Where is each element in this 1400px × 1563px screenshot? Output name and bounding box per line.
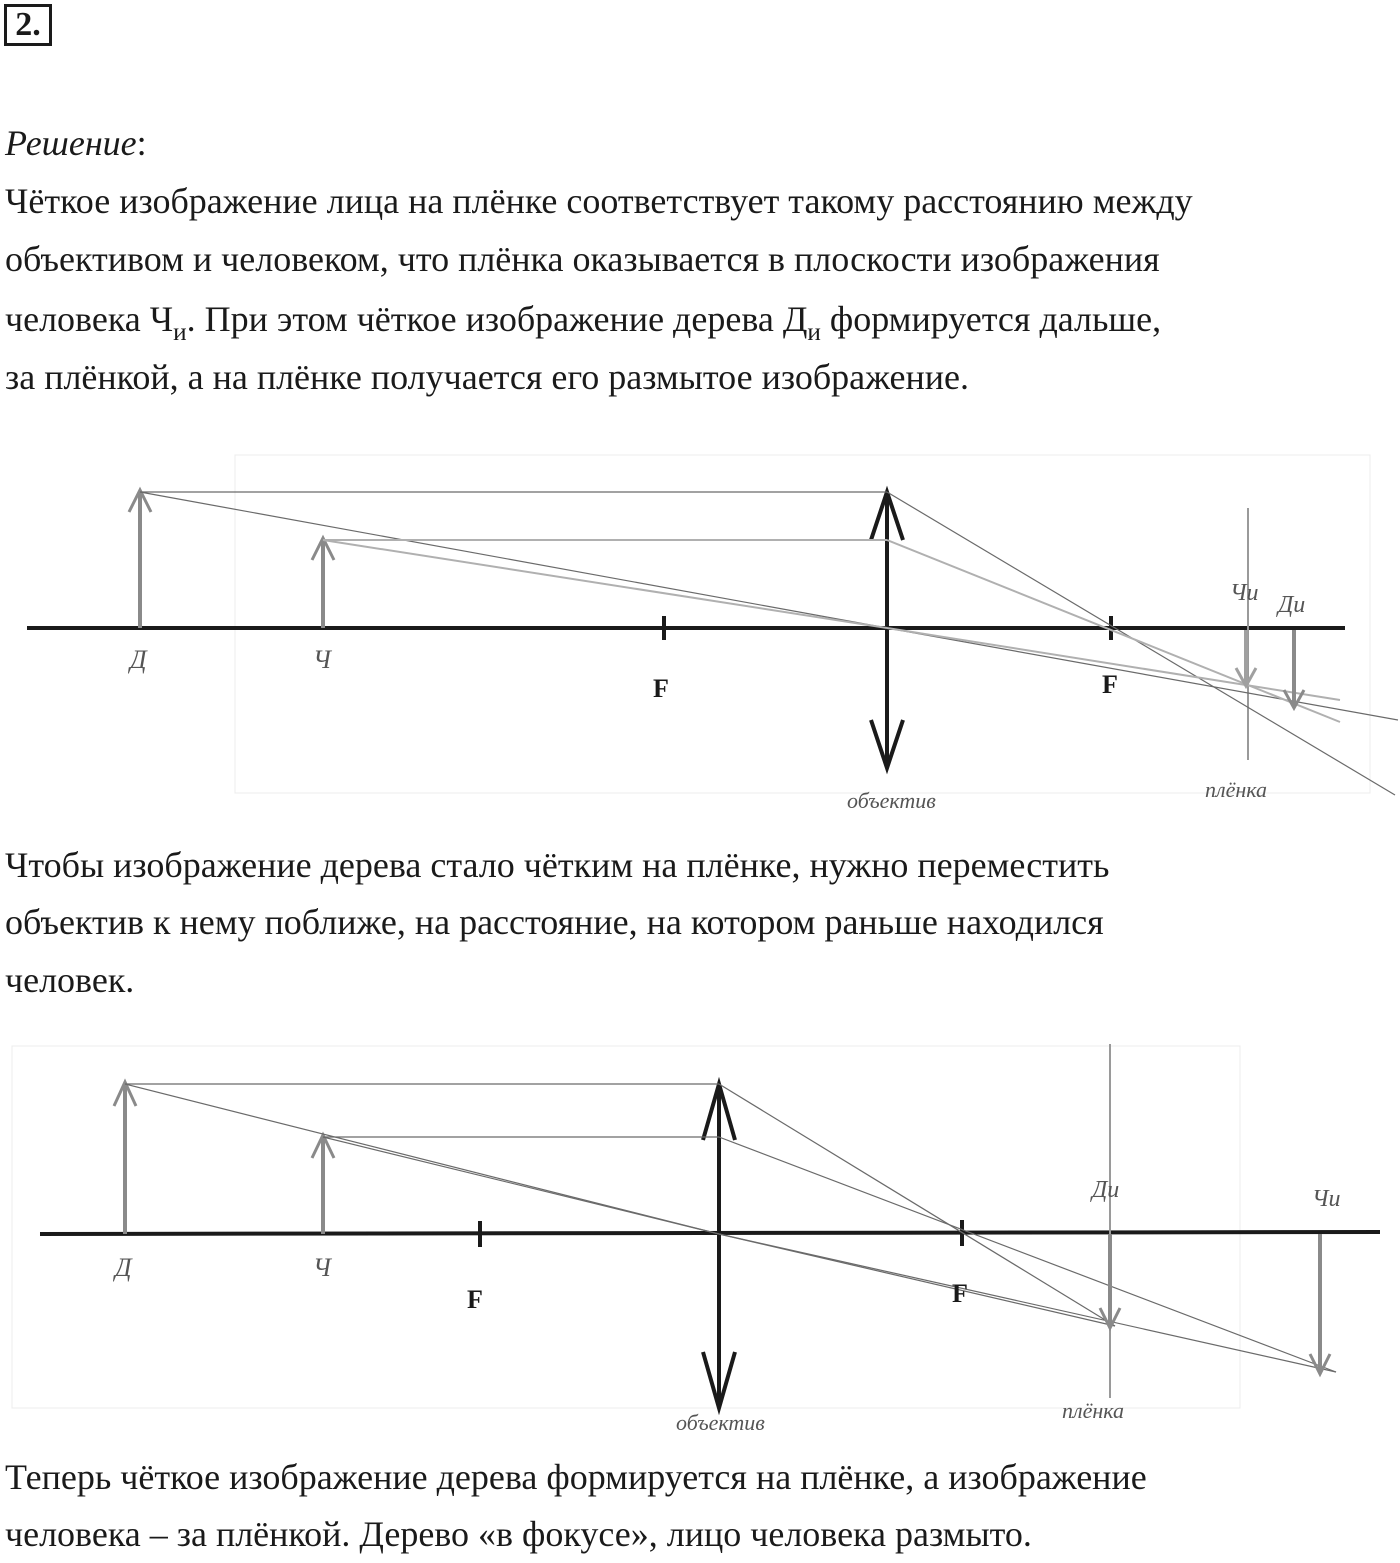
paragraph-2-line-1: Чтобы изображение дерева стало чётким на плёнке, нужно переместить	[5, 845, 1110, 885]
figure-2-lens	[703, 1084, 735, 1408]
paragraph-2-line-3: человек.	[5, 960, 135, 1000]
figure-1-focus-right-label: F	[1102, 670, 1118, 699]
paragraph-3-line-1: Теперь чёткое изображение дерева формируется на плёнке, а изображение	[5, 1457, 1147, 1497]
man-image-subscript: и	[173, 318, 187, 346]
paragraph-1-line-3	[5, 290, 1161, 348]
paragraph-1-line-3-a: человека Ч	[5, 299, 174, 339]
figure-1-tree-arrow	[129, 490, 151, 628]
figure-2-man-arrow	[312, 1135, 334, 1234]
figure-1-man-rays	[323, 540, 1340, 722]
figure-2-focus-right-label: F	[952, 1279, 968, 1308]
figure-1-man-arrow	[312, 538, 334, 628]
paragraph-1-line-2: объективом и человеком, что плёнка оказывается в плоскости изображения	[5, 239, 1160, 279]
figure-2-tree-image-label: Ди	[1092, 1177, 1120, 1203]
figure-2-lens-label: объектив	[676, 1410, 765, 1435]
figure-2-diagram	[0, 1040, 1400, 1440]
figure-1-man-label: Ч	[313, 645, 331, 674]
paragraph-1-line-3-c: формируется дальше,	[820, 299, 1162, 339]
figure-2-man-label: Ч	[313, 1253, 331, 1282]
figure-2-tree-label: Д	[115, 1253, 132, 1282]
figure-1-tree-label: Д	[130, 645, 147, 674]
figure-2-man-image-arrow	[1310, 1234, 1330, 1374]
figure-2-tree-image-arrow	[1100, 1234, 1120, 1328]
figure-2-film-label: плёнка	[1062, 1398, 1125, 1423]
figure-2-man-image-label: Чи	[1312, 1186, 1341, 1212]
figure-1-lens-label: объектив	[847, 788, 936, 813]
paragraph-1-line-1: Чёткое изображение лица на плёнке соответствует такому расстоянию между	[5, 181, 1193, 221]
paragraph-1-line-3-b: . При этом чёткое изображение дерева Д	[186, 299, 808, 339]
figure-2-focus-left-label: F	[467, 1285, 483, 1314]
problem-number: 2.	[4, 4, 52, 46]
solution-colon: :	[136, 123, 147, 163]
figure-1-focus-left-label: F	[653, 674, 669, 703]
figure-1-tree-image-label: Ди	[1278, 592, 1306, 618]
figure-1-tree-rays	[140, 492, 1398, 795]
figure-2-tree-arrow	[114, 1082, 136, 1234]
solution-heading	[5, 114, 147, 172]
paragraph-3-line-2: человека – за плёнкой. Дерево «в фокусе», лицо человека размыто.	[5, 1514, 1032, 1554]
solution-label: Решение	[5, 123, 137, 163]
paragraph-2-line-2: объектив к нему поближе, на расстояние, на котором раньше находился	[5, 902, 1104, 942]
figure-1-tree-image-arrow	[1284, 630, 1304, 708]
figure-1-frame	[235, 455, 1370, 793]
figure-1-diagram	[0, 440, 1400, 820]
figure-1-man-image-label: Чи	[1230, 580, 1259, 606]
figure-1-film-label: плёнка	[1205, 777, 1268, 802]
paragraph-1-line-4: за плёнкой, а на плёнке получается его размытое изображение.	[5, 357, 970, 397]
tree-image-subscript: и	[807, 318, 821, 346]
figure-1-man-image-arrow	[1236, 630, 1256, 686]
figure-2-frame	[12, 1046, 1240, 1408]
